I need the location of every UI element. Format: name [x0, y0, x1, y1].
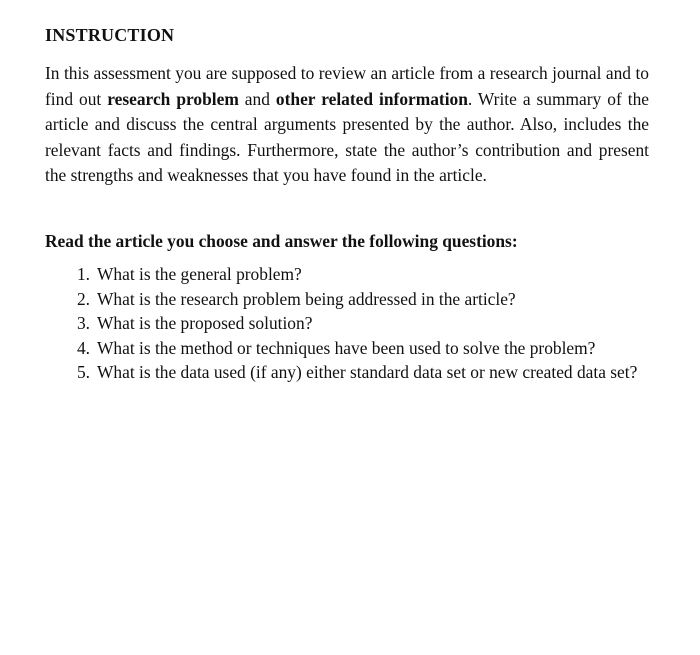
- paragraph-text-3: . Write a summary of the article and discuss the central arguments presented by the author. Also, includes the relevant facts and findings. Furthermore, state the author’s contribution and present the strengths and weaknesses that you have found in the article.: [45, 88, 649, 185]
- question-text: What is the general problem?: [97, 264, 302, 284]
- paragraph-bold-related-information: other related information: [275, 88, 468, 109]
- question-text: What is the method or techniques have been used to solve the problem?: [97, 337, 596, 358]
- instruction-heading: INSTRUCTION: [45, 25, 175, 45]
- list-item: [45, 262, 665, 287]
- paragraph-text-2: and: [238, 88, 276, 109]
- question-number: 2.: [76, 288, 90, 309]
- question-number: 3.: [76, 313, 90, 333]
- instruction-paragraph: [45, 61, 649, 189]
- question-number: 1.: [76, 264, 90, 284]
- question-number: 5.: [76, 362, 90, 382]
- questions-heading: Read the article you choose and answer the following questions:: [45, 231, 518, 251]
- question-text: What is the research problem being addressed in the article?: [97, 288, 516, 309]
- question-text: What is the data used (if any) either standard data set or new created data set?: [97, 362, 638, 382]
- list-item: [45, 360, 665, 385]
- question-text: What is the proposed solution?: [97, 313, 313, 333]
- questions-list: [45, 262, 665, 385]
- paragraph-bold-research-problem: research problem: [107, 88, 239, 109]
- paragraph-text-1: In this assessment you are supposed to review an article from a research journal and to find out: [45, 63, 649, 109]
- list-item: [45, 287, 665, 312]
- list-item: [45, 336, 665, 361]
- list-item: [45, 311, 665, 336]
- question-number: 4.: [76, 337, 90, 358]
